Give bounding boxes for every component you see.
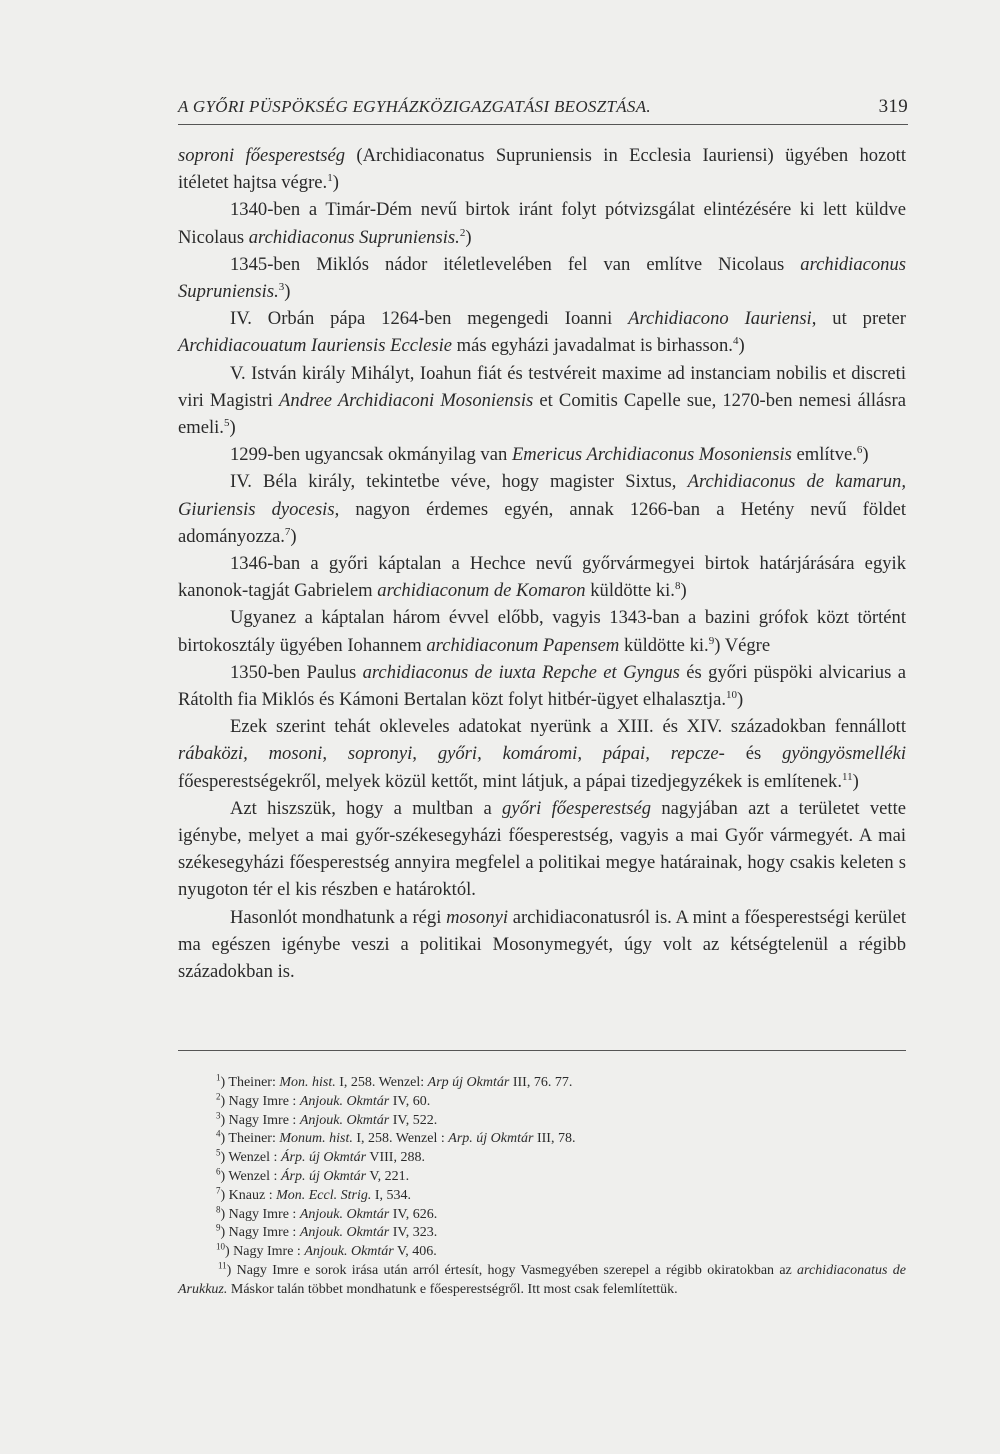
paragraph: 1299-ben ugyancsak okmányilag van Emericus Archidiaconus Mosoniensis említve.$^6$) xyxy=(230,444,869,466)
page-number: 319 xyxy=(878,96,908,117)
running-head xyxy=(178,96,908,118)
paragraph: Ezek szerint tehát okleveles adatokat nyerünk a XIII. és XIV. századokban fennállott rábaközi, mosoni, sopronyi, győri, komáromi, pápai, repcze- és gyöngyösmelléki főesperestségekről, melyek közül kettőt, mint látjuk, a pápai tizedjegyzékek is említenek.$^{11}$) xyxy=(178,716,906,792)
paragraph: IV. Béla király, tekintetbe véve, hogy magister Sixtus, Archidiaconus de kamarun, Giuriensis dyocesis, nagyon érdemes egyén, annak 1266-ban a Hetény nevű földet adományozza.$^7$) xyxy=(178,471,907,547)
footnote: $^9$) Nagy Imre : Anjouk. Okmtár IV, 323. xyxy=(216,1222,438,1241)
footnote: $^5$) Wenzel : Árp. új Okmtár VIII, 288. xyxy=(216,1147,425,1166)
footnote: $^{11}$) Nagy Imre e sorok irása után arról értesít, hogy Vasmegyében szerepel a régibb okiratokban az archidiaconatus de Arukkuz. Máskor talán többet mondhatunk e főesperestségről. Itt most csak felemlítettük. xyxy=(178,1260,906,1297)
paragraph: soproni főesperestség (Archidiaconatus Supruniensis in Ecclesia Iauriensi) ügyében hozott itéletet hajtsa végre.$^1$) xyxy=(178,145,906,194)
paragraph: Ugyanez a káptalan három évvel előbb, vagyis 1343-ban a bazini grófok közt történt birtokosztály ügyében Iohannem archidiaconum Papensem küldötte ki.$^9$) Végre xyxy=(178,607,906,656)
paragraph: 1346-ban a győri káptalan a Hechce nevű győrvármegyei birtok határjárására egyik kanonok-tagját Gabrielem archidiaconum de Komaron küldötte ki.$^8$) xyxy=(178,553,906,602)
footnote: $^8$) Nagy Imre : Anjouk. Okmtár IV, 626. xyxy=(216,1203,438,1222)
footnote: $^6$) Wenzel : Árp. új Okmtár V, 221. xyxy=(216,1166,410,1184)
paragraph: Azt hiszszük, hogy a multban a győri főesperestség nagyjában azt a területet vette igénybe, melyet a mai győr-székesegyházi főesperestség, vagyis a mai Győr vármegyét. A mai székesegyházi főesperestség annyira megfelel a politikai megye határainak, hogy csakis keleten s nyugoton tér el kis részben e határoktól. xyxy=(178,797,906,901)
paragraph: 1345-ben Miklós nádor itéletlevelében fel van említve Nicolaus archidiaconus Supruniensis.$^3$) xyxy=(178,253,906,303)
footnote: $^{10}$) Nagy Imre : Anjouk. Okmtár V, 406. xyxy=(216,1241,437,1260)
footnote: $^7$) Knauz : Mon. Eccl. Strig. I, 534. xyxy=(216,1185,412,1203)
footnote: $^3$) Nagy Imre : Anjouk. Okmtár IV, 522. xyxy=(216,1109,438,1128)
paragraph: IV. Orbán pápa 1264-ben megengedi Ioanni Archidiacono Iauriensi, ut preter Archidiacouatum Iauriensis Ecclesie más egyházi javadalmat is birhasson.$^4$) xyxy=(178,308,907,357)
header-rule xyxy=(178,124,908,125)
footnote: $^1$) Theiner: Mon. hist. I, 258. Wenzel: Arp új Okmtár III, 76. 77. xyxy=(216,1072,573,1090)
paragraph: 1350-ben Paulus archidiaconus de iuxta Repche et Gyngus és győri püspöki alvicarius a Rátolth fia Miklós és Kámoni Bertalan közt folyt hitbér-ügyet elhalasztja.$^{10}$) xyxy=(178,661,906,711)
paragraph: Hasonlót mondhatunk a régi mosonyi archidiaconatusról is. A mint a főesperestségi kerület ma egészen igénybe veszi a politikai Mosonymegyét, úgy volt az kétségtelenül a régibb századokban is. xyxy=(178,906,906,983)
paragraph: V. István király Mihályt, Ioahun fiát és testvéreit maxime ad instanciam nobilis et discreti viri Magistri Andree Archidiaconi Mosoniensis et Comitis Capelle sue, 1270-ben nemesi állásra emeli.$^5$) xyxy=(178,362,906,439)
footnote: $^2$) Nagy Imre : Anjouk. Okmtár IV, 60. xyxy=(216,1091,431,1109)
footnote-rule xyxy=(178,1050,906,1051)
paragraph: 1340-ben a Timár-Dém nevű birtok iránt folyt pótvizsgálat elintézésére ki lett küldve Nicolaus archidiaconus Supruniensis.$^2$) xyxy=(178,199,906,248)
footnote: $^4$) Theiner: Monum. hist. I, 258. Wenzel : Arp. új Okmtár III, 78. xyxy=(216,1128,576,1147)
footnotes xyxy=(178,1074,906,1300)
running-title: A GYŐRI PÜSPÖKSÉG EGYHÁZKÖZIGAZGATÁSI BEOSZTÁSA. xyxy=(178,97,651,116)
body-text xyxy=(178,142,906,985)
